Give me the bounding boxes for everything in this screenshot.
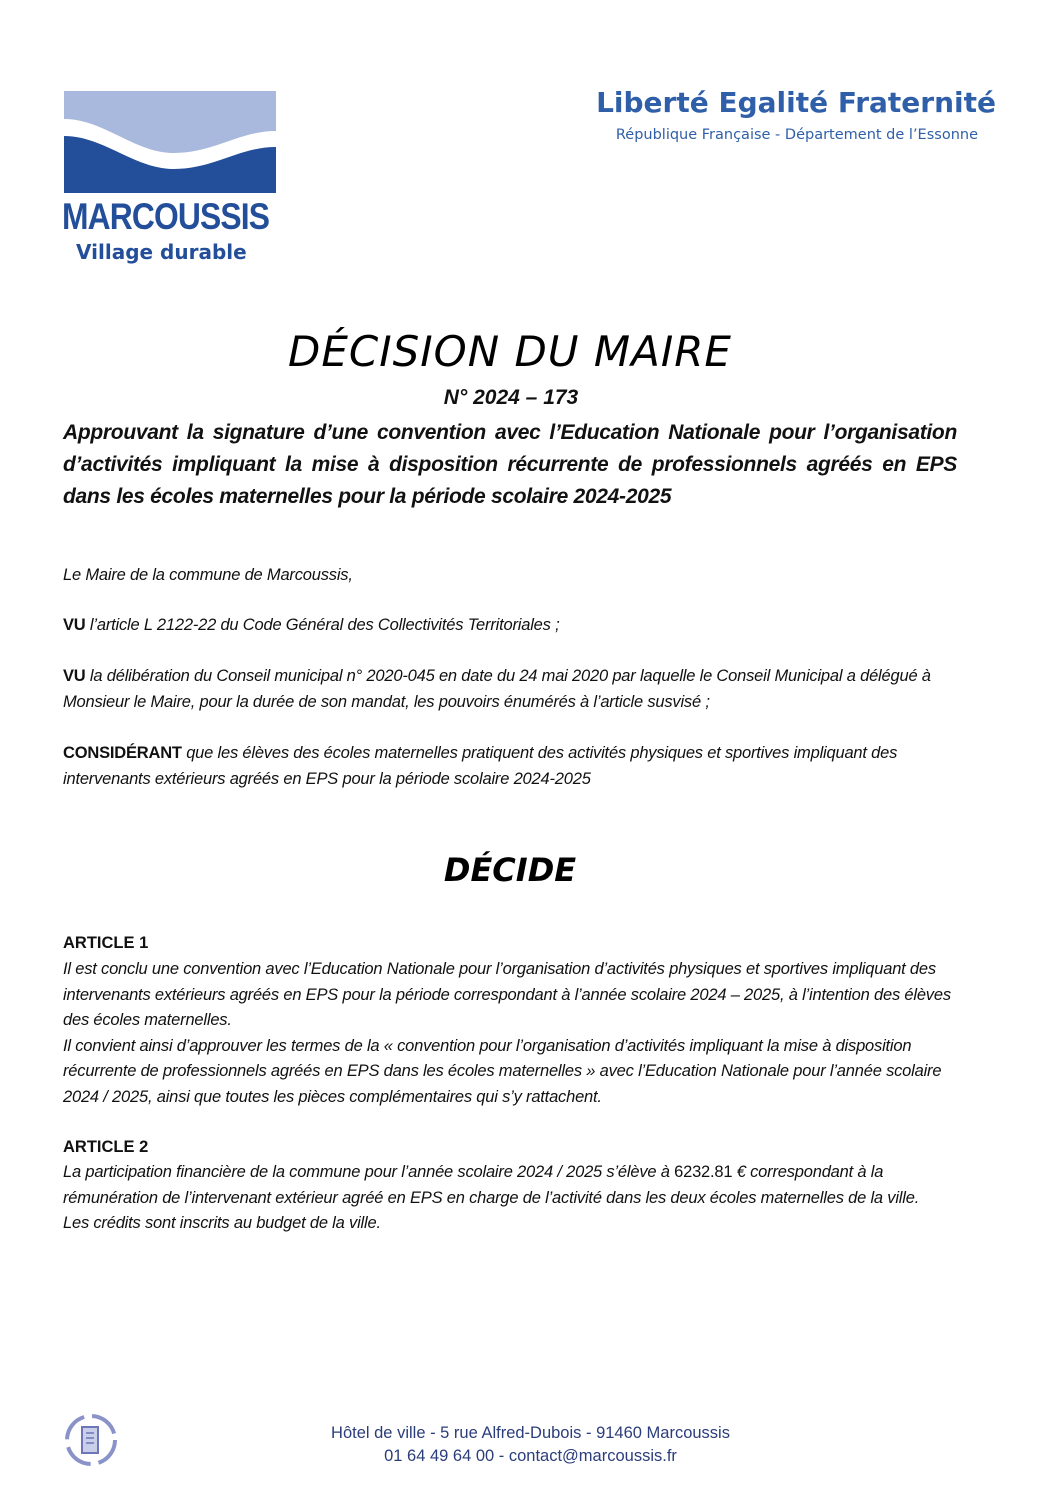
vu-article-text: l’article L 2122-22 du Code Général des Collectivités Territoriales ;: [85, 616, 560, 634]
republic-department: République Française - Département de l’Essonne: [615, 127, 978, 143]
article-1-paragraph-1: Il est conclu une convention avec l’Education Nationale pour l’organisation d’activités physiques et sportives impliquant des intervenants extérieurs agréés en EPS pour la période correspondant à l’année scolaire 2024 – 2025, à l’intention des élèves des écoles maternelles.: [63, 960, 951, 1029]
considerant-text: que les élèves des écoles maternelles pratiquent des activités physiques et sportives impliquant des intervenants extérieurs agréés en EPS pour la période scolaire 2024-2025: [63, 744, 898, 788]
decision-subject: Approuvant la signature d’une convention avec l’Education Nationale pour l’organisation d’activités impliquant la mise à disposition récurrente de professionnels agréés en EPS dans les écoles maternelles pour la période scolaire 2024-2025: [63, 421, 957, 508]
article-2-text-before: La participation financière de la commune pour l’année scolaire 2024 / 2025 s’élève à: [63, 1163, 675, 1181]
decide-heading: DÉCIDE: [443, 851, 577, 889]
article-1-paragraph-2: Il convient ainsi d’approuver les termes de la « convention pour l’organisation d’activités impliquant la mise à disposition récurrente de professionnels agréés en EPS dans les écoles maternelles » avec l’Education Nationale pour l’année scolaire 2024 / 2025, ainsi que toutes les pièces complémentaires qui s’y rattachent.: [63, 1036, 942, 1106]
vu-deliberation-clause: [63, 664, 963, 715]
logo-tagline: Village durable: [76, 240, 247, 264]
article-2-text-after: € correspondant à la rémunération de l’intervenant extérieur agréé en EPS en charge de l’activité dans les deux écoles maternelles de la ville.: [63, 1163, 920, 1207]
decision-number: N° 2024 – 173: [443, 386, 579, 409]
article-2-paragraph-1: [63, 1160, 963, 1211]
vu-deliberation-text: la délibération du Conseil municipal n° 2020-045 en date du 24 mai 2020 par laquelle le Conseil Municipal a délégué à Monsieur le Maire, pour la durée de son mandat, les pouvoirs énumérés à l’article susvisé ;: [63, 667, 931, 711]
logo-name: MARCOUSSIS: [62, 196, 270, 237]
mayor-preamble: Le Maire de la commune de Marcoussis,: [63, 566, 353, 584]
vu-article-clause: [63, 613, 963, 639]
vu-label: VU: [63, 667, 86, 685]
article-1-heading: ARTICLE 1: [63, 934, 149, 952]
article-2-heading: ARTICLE 2: [63, 1138, 149, 1156]
considerant-label: CONSIDÉRANT: [63, 744, 182, 762]
considerant-clause: [63, 741, 963, 792]
footer-contact: 01 64 49 64 00 - contact@marcoussis.fr: [384, 1447, 677, 1465]
marcoussis-logo-icon: [64, 91, 276, 193]
article-2-paragraph-2: Les crédits sont inscrits au budget de la ville.: [63, 1214, 381, 1232]
republic-motto: Liberté Egalité Fraternité: [596, 86, 996, 119]
footer-address: Hôtel de ville - 5 rue Alfred-Dubois - 91460 Marcoussis: [331, 1424, 730, 1442]
document-title: DÉCISION DU MAIRE: [288, 327, 732, 376]
participation-amount: 6232.81: [674, 1163, 733, 1181]
article-2-body: [63, 1160, 963, 1237]
article-1-body: [63, 957, 963, 1110]
vu-label: VU: [63, 616, 86, 634]
